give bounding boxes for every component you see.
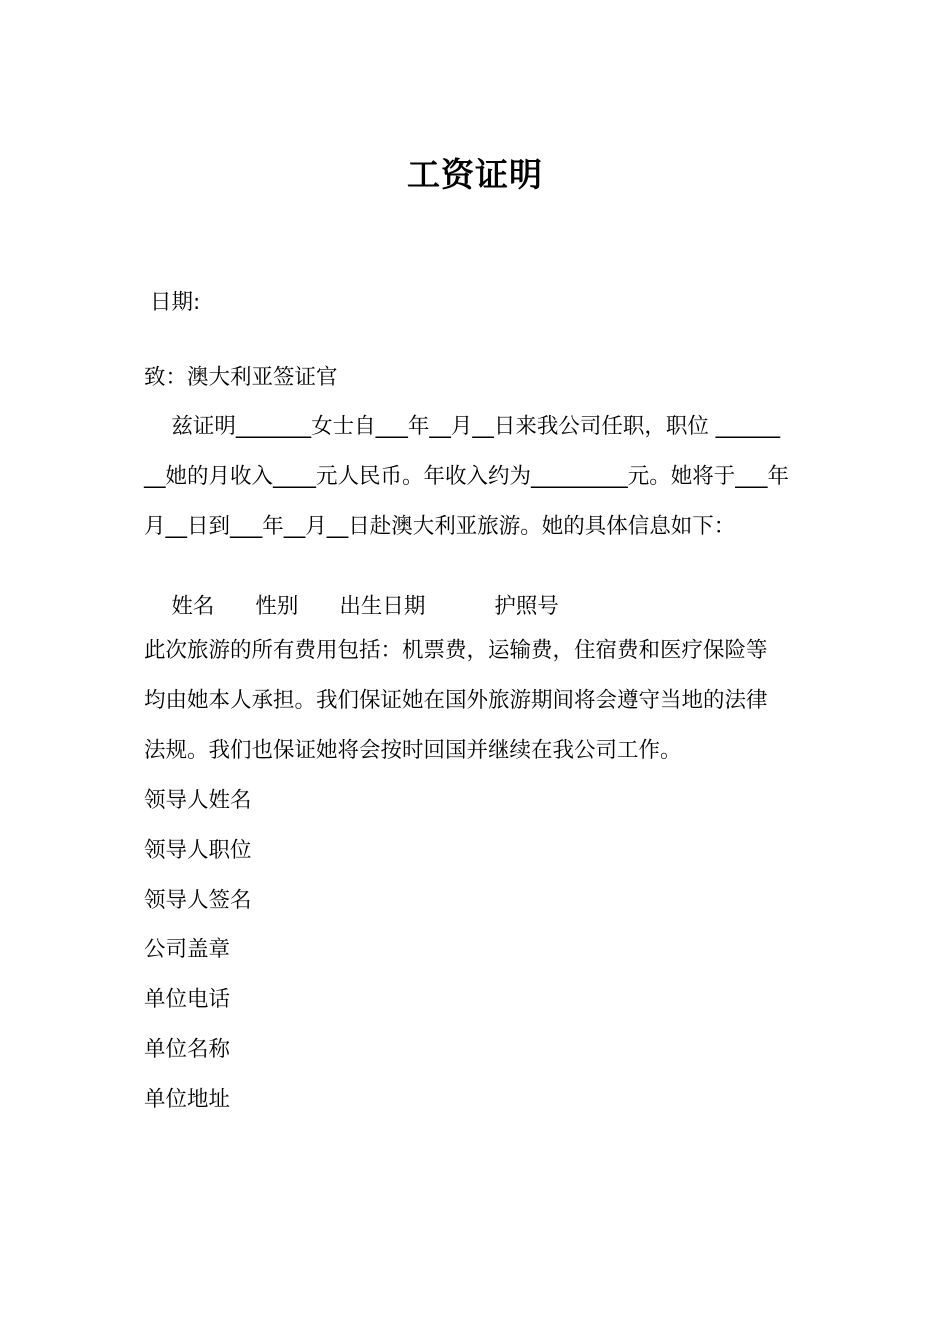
info-header-gender: 性别 (255, 594, 299, 619)
expense-line: 此次旅游的所有费用包括：机票费，运输费，住宿费和医疗保险等 (144, 638, 768, 663)
field-leader-position: 领导人职位 (144, 838, 252, 863)
expense-line: 均由她本人承担。我们保证她在国外旅游期间将会遵守当地的法律 (144, 688, 768, 713)
field-company-seal: 公司盖章 (144, 937, 231, 962)
info-header-name: 姓名 (171, 594, 215, 619)
field-company-name: 单位名称 (144, 1037, 231, 1062)
body-line: 兹证明_______女士自___年__月__日来我公司任职，职位 ______ (144, 414, 781, 439)
document-title: 工资证明 (407, 155, 543, 194)
salutation: 致：澳大利亚签证官 (144, 365, 338, 390)
expense-line: 法规。我们也保证她将会按时回国并继续在我公司工作。 (144, 738, 682, 763)
field-company-phone: 单位电话 (144, 987, 231, 1012)
field-leader-signature: 领导人签名 (144, 888, 252, 913)
field-leader-name: 领导人姓名 (144, 788, 252, 813)
info-header-passport: 护照号 (494, 594, 559, 619)
field-company-address: 单位地址 (144, 1087, 231, 1112)
info-header-dob: 出生日期 (339, 594, 426, 619)
body-line: __她的月收入____元人民币。年收入约为_________元。她将于___年 (144, 464, 790, 489)
date-label: 日期: (150, 290, 201, 315)
body-line: 月__日到___年__月__日赴澳大利亚旅游。她的具体信息如下： (144, 514, 736, 539)
